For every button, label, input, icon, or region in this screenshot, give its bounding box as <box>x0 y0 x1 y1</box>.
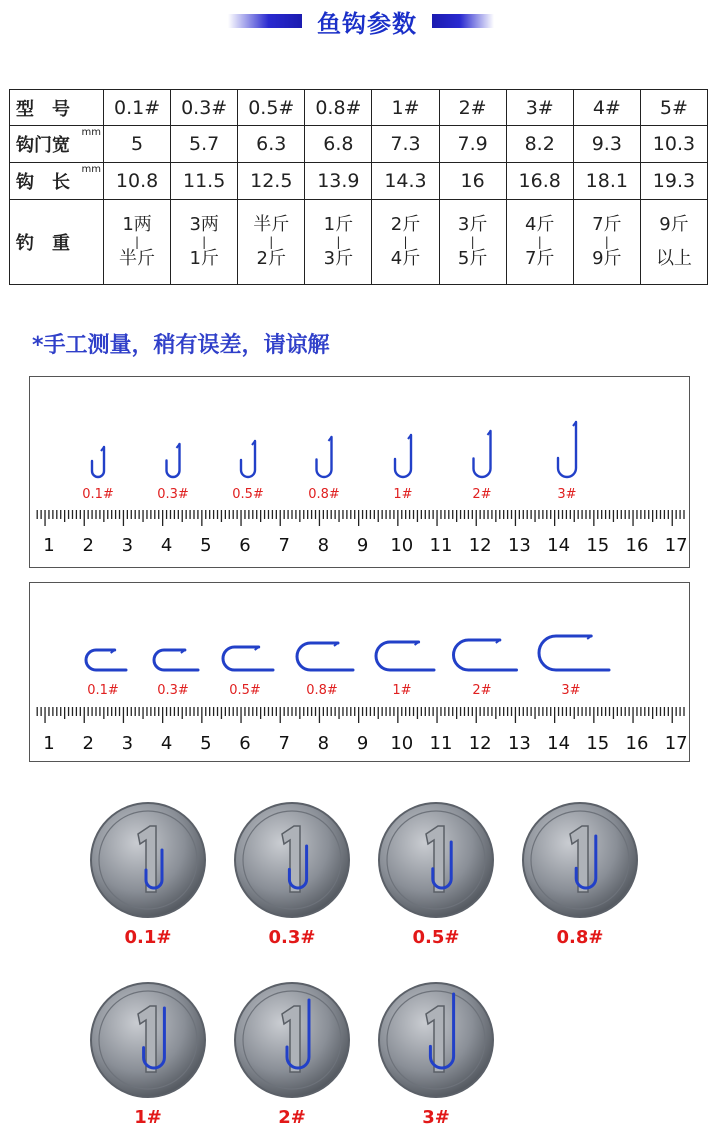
hook-size-label: 0.8# <box>308 487 340 502</box>
ruler-number: 9 <box>356 733 369 754</box>
fish-hook-sideways <box>376 642 434 670</box>
table-cell: 6.8 <box>305 126 372 163</box>
ruler-number: 10 <box>390 535 414 556</box>
section-header <box>0 0 720 46</box>
hook-size-label: 0.1# <box>82 487 114 502</box>
ruler-number: 12 <box>468 733 492 754</box>
coin-hook-size-label: 0.1# <box>124 927 172 948</box>
row-header-gap <box>10 126 104 163</box>
coin-with-hook <box>520 800 640 920</box>
ruler-number: 17 <box>664 733 688 754</box>
ruler-ticks <box>37 707 684 723</box>
row-header-gap-label: 钩门宽 <box>16 135 70 156</box>
header-bar-left <box>228 14 302 28</box>
table-cell: 11.5 <box>171 163 238 200</box>
table-row-model <box>10 90 708 126</box>
ruler-number: 3 <box>121 535 134 556</box>
table-cell: 5# <box>640 90 707 126</box>
ruler-number: 16 <box>625 535 649 556</box>
hook-size-label: 3# <box>561 683 581 698</box>
table-cell: 2# <box>439 90 506 126</box>
table-cell: 14.3 <box>372 163 439 200</box>
ruler-number: 5 <box>200 733 212 754</box>
hook-size-label: 0.1# <box>87 683 119 698</box>
ruler-number: 5 <box>200 535 212 556</box>
table-row-gap <box>10 126 708 163</box>
fish-hook-upright <box>92 447 104 477</box>
table-cell: 13.9 <box>305 163 372 200</box>
ruler-number: 14 <box>547 733 571 754</box>
table-cell: 18.1 <box>573 163 640 200</box>
ruler-number: 2 <box>82 535 94 556</box>
table-cell: 0.5# <box>238 90 305 126</box>
table-cell: 0.1# <box>104 90 171 126</box>
fish-hook-upright <box>167 444 180 477</box>
ruler-number: 12 <box>468 535 492 556</box>
measurement-note: *手工测量，稍有误差，请谅解 <box>32 333 330 358</box>
table-cell: 7.3 <box>372 126 439 163</box>
ruler-number: 1 <box>43 535 55 556</box>
coin-with-hook <box>88 980 208 1100</box>
fish-hook-sideways <box>297 643 353 670</box>
ruler-number: 7 <box>278 733 290 754</box>
coin-image <box>376 800 496 920</box>
unit-label: mm <box>81 127 101 138</box>
header-bar-right <box>432 14 494 28</box>
ruler-number: 8 <box>317 535 330 556</box>
coin-image <box>88 800 208 920</box>
ruler-number: 8 <box>317 733 330 754</box>
hook-size-label: 2# <box>472 487 492 502</box>
table-cell: 3# <box>506 90 573 126</box>
table-row-length <box>10 163 708 200</box>
table-cell: 19.3 <box>640 163 707 200</box>
ruler-number: 4 <box>160 535 173 556</box>
hook-size-label: 2# <box>472 683 492 698</box>
ruler-number: 17 <box>664 535 688 556</box>
table-cell: 7斤 | 9斤 <box>573 200 640 285</box>
table-cell: 6.3 <box>238 126 305 163</box>
table-cell: 16.8 <box>506 163 573 200</box>
fish-hook-sideways <box>223 647 273 670</box>
table-cell: 半斤 | 2斤 <box>238 200 305 285</box>
ruler-number: 7 <box>278 535 290 556</box>
table-cell: 4斤 | 7斤 <box>506 200 573 285</box>
fish-hook-sideways <box>539 636 609 670</box>
table-cell: 9斤 以上 <box>640 200 707 285</box>
ruler-number: 6 <box>239 535 251 556</box>
row-header-weight: 钓 重 <box>10 200 104 285</box>
coin-hook-size-label: 1# <box>134 1107 162 1128</box>
ruler-number: 6 <box>239 733 251 754</box>
table-cell: 2斤 | 4斤 <box>372 200 439 285</box>
hook-size-label: 0.5# <box>232 487 264 502</box>
ruler-panel-sideways <box>29 582 690 762</box>
hook-size-label: 1# <box>392 683 412 698</box>
coin-with-hook <box>232 980 352 1100</box>
coin-with-hook <box>376 980 496 1100</box>
fish-hook-upright <box>558 422 576 477</box>
coin-hook-size-label: 2# <box>278 1107 306 1128</box>
coin-image <box>520 800 640 920</box>
table-cell: 8.2 <box>506 126 573 163</box>
coin-with-hook <box>376 800 496 920</box>
ruler-number: 11 <box>429 733 453 754</box>
table-cell: 10.8 <box>104 163 171 200</box>
table-cell: 10.3 <box>640 126 707 163</box>
table-cell: 5 <box>104 126 171 163</box>
ruler-number: 3 <box>121 733 134 754</box>
table-cell: 1两 | 半斤 <box>104 200 171 285</box>
table-cell: 12.5 <box>238 163 305 200</box>
table-row-weight <box>10 200 708 285</box>
coin-with-hook <box>232 800 352 920</box>
ruler-number: 13 <box>507 733 531 754</box>
coin-image <box>232 800 352 920</box>
fish-hook-sideways <box>454 640 517 670</box>
fish-hook-upright <box>241 441 255 477</box>
ruler-number: 4 <box>160 733 173 754</box>
ruler-number: 15 <box>586 535 610 556</box>
hook-size-label: 0.5# <box>229 683 261 698</box>
table-cell: 16 <box>439 163 506 200</box>
ruler-number: 16 <box>625 733 649 754</box>
row-header-length-label: 钩 长 <box>16 172 70 193</box>
hook-size-label: 1# <box>393 487 413 502</box>
table-cell: 0.8# <box>305 90 372 126</box>
fish-hook-sideways <box>154 650 198 670</box>
coin-hook-size-label: 3# <box>422 1107 450 1128</box>
hook-size-label: 3# <box>557 487 577 502</box>
ruler-number: 1 <box>43 733 55 754</box>
coin-with-hook <box>88 800 208 920</box>
spec-table <box>9 89 708 285</box>
coin-image <box>88 980 208 1100</box>
fish-hook-upright <box>317 437 332 477</box>
coin-image <box>376 980 496 1100</box>
table-cell: 3斤 | 5斤 <box>439 200 506 285</box>
row-header-model: 型 号 <box>10 90 104 126</box>
ruler-panel-upright <box>29 376 690 568</box>
hook-size-label: 0.3# <box>157 487 189 502</box>
table-cell: 7.9 <box>439 126 506 163</box>
table-cell: 9.3 <box>573 126 640 163</box>
fish-hook-upright <box>474 431 491 477</box>
table-cell: 0.3# <box>171 90 238 126</box>
ruler-number: 2 <box>82 733 94 754</box>
coin-hook-size-label: 0.3# <box>268 927 316 948</box>
fish-hook-upright <box>395 435 411 477</box>
coin-hook-size-label: 0.5# <box>412 927 460 948</box>
ruler-number: 13 <box>507 535 531 556</box>
fish-hook-sideways <box>86 650 126 670</box>
ruler-number: 10 <box>390 733 414 754</box>
hook-size-label: 0.3# <box>157 683 189 698</box>
table-cell: 4# <box>573 90 640 126</box>
table-cell: 1# <box>372 90 439 126</box>
unit-label: mm <box>81 164 101 175</box>
ruler-number: 11 <box>429 535 453 556</box>
row-header-length <box>10 163 104 200</box>
coin-hook-size-label: 0.8# <box>556 927 604 948</box>
ruler-number: 9 <box>356 535 369 556</box>
ruler-ticks <box>37 510 684 526</box>
hook-size-label: 0.8# <box>306 683 338 698</box>
ruler-number: 14 <box>547 535 571 556</box>
table-cell: 5.7 <box>171 126 238 163</box>
table-cell: 3两 | 1斤 <box>171 200 238 285</box>
ruler-number: 15 <box>586 733 610 754</box>
coin-image <box>232 980 352 1100</box>
table-cell: 1斤 | 3斤 <box>305 200 372 285</box>
page-title: 鱼钩参数 <box>317 10 417 38</box>
